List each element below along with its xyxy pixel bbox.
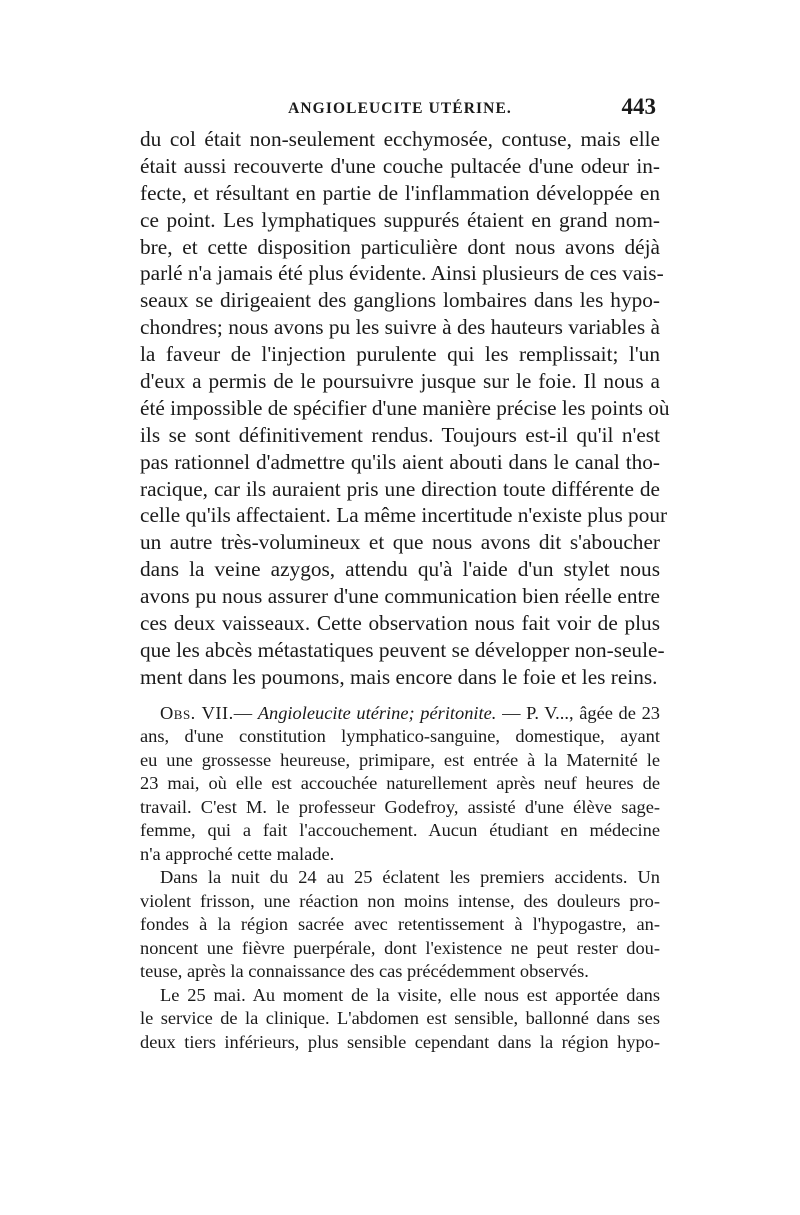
book-page <box>140 94 670 1054</box>
text-line: été impossible de spécifier d'une manière précise les points où <box>140 395 670 420</box>
text-line: eu une grossesse heureuse, primipare, est entrée à la Maternité le <box>140 749 660 770</box>
text-line: ce point. Les lymphatiques suppurés étaient en grand nom- <box>140 207 660 232</box>
running-title: ANGIOLEUCITE UTÉRINE. <box>288 100 512 117</box>
main-paragraph <box>140 126 670 691</box>
text-line: travail. C'est M. le professeur Godefroy, assisté d'une élève sage- <box>140 796 660 817</box>
text-line: deux tiers inférieurs, plus sensible cependant dans la région hypo- <box>140 1031 660 1052</box>
text-line: d'eux a permis de le poursuivre jusque sur le foie. Il nous a <box>140 369 660 394</box>
text-line: chondres; nous avons pu les suivre à des hauteurs variables à <box>140 315 660 340</box>
text-line: parlé n'a jamais été plus évidente. Ainsi plusieurs de ces vais- <box>140 261 664 286</box>
observation-intro: — P. V..., âgée de 23 <box>496 702 660 723</box>
text-line: bre, et cette disposition particulière dont nous avons déjà <box>140 234 660 259</box>
text-line: ils se sont définitivement rendus. Toujours est-il qu'il n'est <box>140 422 660 447</box>
text-line: racique, car ils auraient pris une direction toute différente de <box>140 476 660 501</box>
text-line: 23 mai, où elle est accouchée naturellement après neuf heures de <box>140 773 660 794</box>
text-line: seaux se dirigeaient des ganglions lombaires dans les hypo- <box>140 288 660 313</box>
text-line: que les abcès métastatiques peuvent se développer non-seule- <box>140 637 665 662</box>
observation-dash: — <box>233 702 258 723</box>
text-line: n'a approché cette malade. <box>140 843 335 864</box>
page-number: 443 <box>621 94 656 119</box>
text-line: avons pu nous assurer d'une communication bien réelle entre <box>140 584 660 609</box>
text-line: teuse, après la connaissance des cas précédemment observés. <box>140 961 589 982</box>
text-line: fondes à la région sacrée avec retentissement à l'hypogastre, an- <box>140 914 660 935</box>
text-line: noncent une fièvre puerpérale, dont l'existence ne peut rester dou- <box>140 937 660 958</box>
text-line: dans la veine azygos, attendu qu'à l'aide d'un stylet nous <box>140 557 660 582</box>
text-line: du col était non-seulement ecchymosée, contuse, mais elle <box>140 127 660 151</box>
text-line: violent frisson, une réaction non moins intense, des douleurs pro- <box>140 890 660 911</box>
text-line: un autre très-volumineux et que nous avons dit s'aboucher <box>140 530 660 555</box>
text-line: ment dans les poumons, mais encore dans le foie et les reins. <box>140 664 658 689</box>
text-line: la faveur de l'injection purulente qui les remplissait; l'un <box>140 342 660 367</box>
text-line: le service de la clinique. L'abdomen est sensible, ballonné dans ses <box>140 1008 660 1029</box>
observation-label: Obs. VII. <box>160 702 234 723</box>
text-line: celle qu'ils affectaient. La même incertitude n'existe plus pour <box>140 503 668 528</box>
text-line: Le 25 mai. Au moment de la visite, elle nous est apportée dans <box>160 984 660 1005</box>
observation-section <box>140 702 660 1055</box>
text-line: était aussi recouverte d'une couche pultacée d'une odeur in- <box>140 153 660 178</box>
text-line: Dans la nuit du 24 au 25 éclatent les premiers accidents. Un <box>160 867 660 888</box>
text-line: ans, d'une constitution lymphatico-sanguine, domestique, ayant <box>140 726 660 747</box>
text-line: fecte, et résultant en partie de l'inflammation développée en <box>140 180 660 205</box>
observation-heading-line <box>140 702 660 726</box>
text-line: femme, qui a fait l'accouchement. Aucun étudiant en médecine <box>140 820 660 841</box>
text-line: ces deux vaisseaux. Cette observation nous fait voir de plus <box>140 611 660 636</box>
running-head <box>140 96 660 126</box>
observation-title: Angioleucite utérine; péritonite. <box>257 702 497 723</box>
text-line: pas rationnel d'admettre qu'ils aient abouti dans le canal tho- <box>140 449 660 474</box>
